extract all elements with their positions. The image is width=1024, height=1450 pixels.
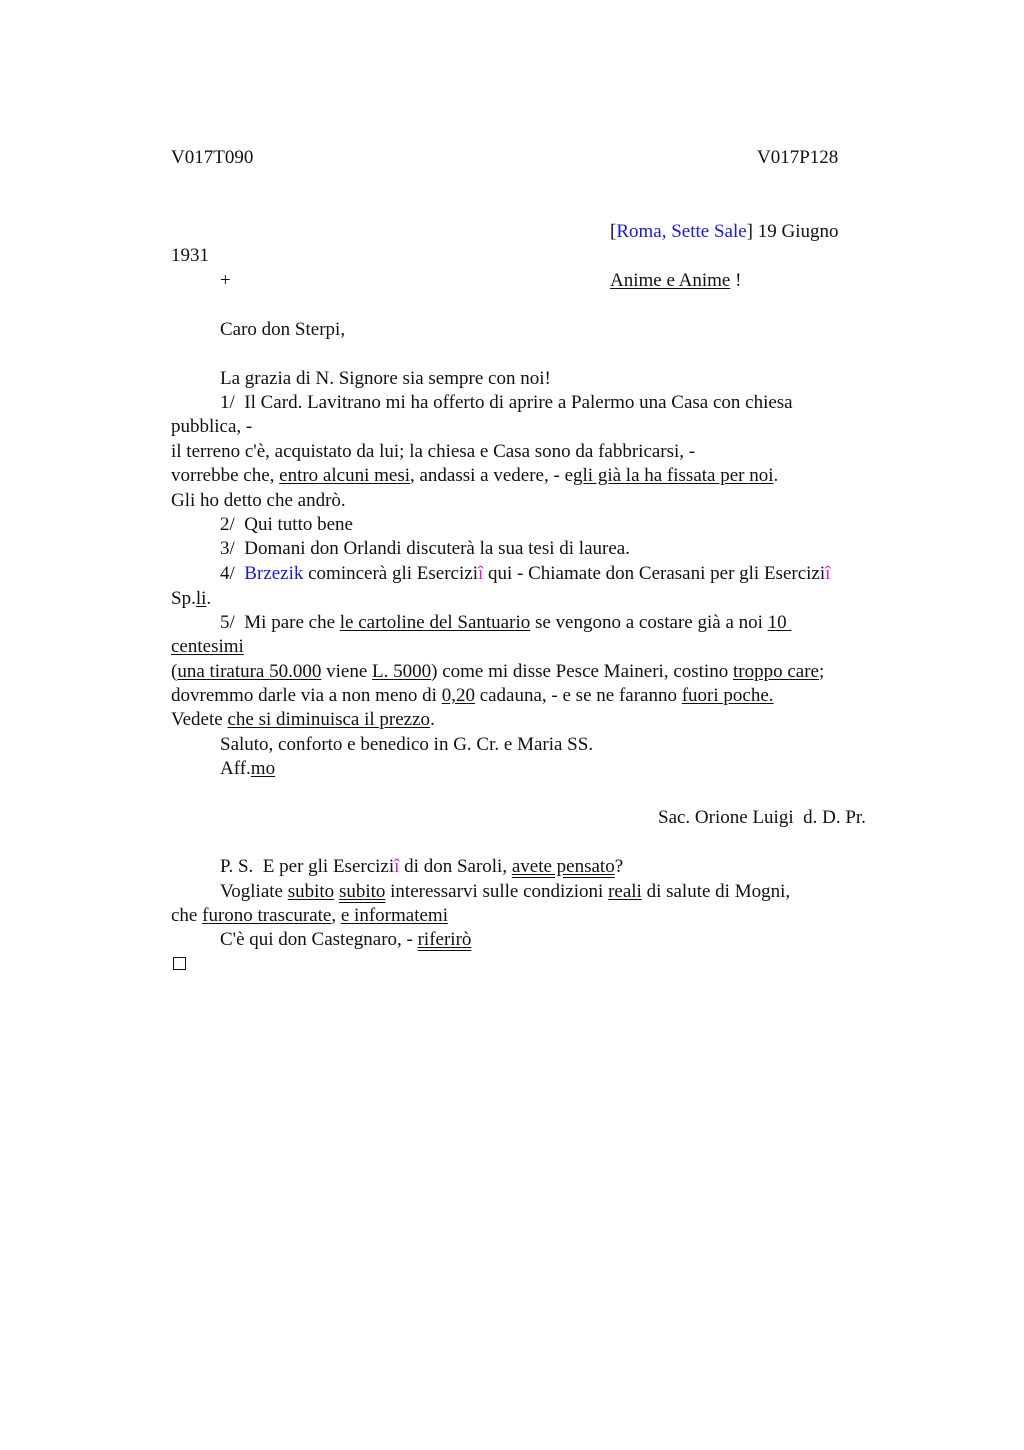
affectionate-close	[220, 757, 275, 781]
text-run: vorrebbe che,	[171, 465, 280, 486]
document-code-left: V017T090	[171, 147, 254, 168]
text-run: (	[171, 661, 178, 682]
underlined-text: mo	[250, 758, 276, 779]
underlined-text: subito	[287, 881, 335, 902]
text-run: .	[206, 588, 212, 609]
dateline	[610, 220, 839, 244]
text-run: che	[171, 905, 203, 926]
text-run: qui - Chiamate don Cerasani per gli Esercizi	[483, 563, 826, 584]
text-run: .	[773, 465, 779, 486]
date-year: 1931	[171, 245, 209, 266]
person-name: Brzezik	[244, 563, 304, 584]
underlined-text: troppo care	[732, 661, 819, 682]
underlined-text: 10	[767, 612, 792, 633]
greeting: La grazia di N. Signore sia sempre con noi!	[220, 368, 551, 389]
accent-mark: î	[477, 563, 484, 584]
double-underlined-text: subito	[338, 881, 386, 902]
accent-mark: î	[394, 856, 400, 877]
text-run: se vengono a costare già a noi	[530, 612, 768, 633]
text-run: cadauna, - e se ne faranno	[474, 685, 682, 706]
cross-mark: +	[220, 270, 231, 291]
text-run: Vedete	[171, 709, 228, 730]
underlined-text: li	[195, 588, 207, 609]
item5-line2	[171, 635, 244, 659]
text-run: interessarvi sulle condizioni	[385, 881, 609, 902]
underlined-text: centesimi	[171, 636, 244, 657]
text-run: dovremmo darle via a non meno di	[171, 685, 442, 706]
item3: 3/ Domani don Orlandi discuterà la sua tesi di laurea.	[220, 538, 630, 559]
place-name: Roma, Sette Sale	[616, 221, 747, 242]
text-run: C'è qui don Castegnaro, -	[220, 929, 418, 950]
item1-line5: Gli ho detto che andrò.	[171, 490, 346, 511]
motto-tail: !	[730, 270, 742, 291]
item4-line1	[220, 562, 830, 586]
text-run: di salute di Mogni,	[641, 881, 791, 902]
text-run: ,	[331, 905, 341, 926]
underlined-text: 0,20	[441, 685, 475, 706]
motto	[610, 269, 741, 293]
text-run: viene	[321, 661, 373, 682]
underlined-text: furono trascurate	[202, 905, 332, 926]
item1-line2: pubblica, -	[171, 416, 253, 437]
item1-line3: il terreno c'è, acquistato da lui; la chiesa e Casa sono da fabbricarsi, -	[171, 441, 696, 462]
salutation: Caro don Sterpi,	[220, 319, 346, 340]
text-run: di don Saroli,	[399, 856, 512, 877]
text-run: ) come mi disse Pesce Maineri, costino	[431, 661, 733, 682]
underlined-text: gli già la ha fissata per noi	[573, 465, 774, 486]
text-run: 5/ Mi pare che	[220, 612, 340, 633]
double-underlined-text: avete pensato	[511, 856, 615, 877]
motto-text: Anime e Anime	[610, 270, 731, 291]
underlined-text: fuori poche.	[681, 685, 774, 706]
text-run: Sp.	[171, 588, 196, 609]
underlined-text: una tiratura 50.000	[177, 661, 322, 682]
item5-line4	[171, 684, 774, 708]
item1-line4	[171, 464, 778, 488]
text-run: 4/	[220, 563, 245, 584]
text-run: comincerà gli Esercizi	[303, 563, 478, 584]
item4-line2	[171, 587, 211, 611]
text-run: Vogliate	[220, 881, 288, 902]
underlined-text: e informatemi	[340, 905, 448, 926]
text-run: .	[430, 709, 435, 730]
postscript-line3	[171, 904, 448, 928]
closing-blessing: Saluto, conforto e benedico in G. Cr. e Maria SS.	[220, 734, 594, 755]
text-run: ?	[614, 856, 624, 877]
text-run: P. S. E per gli Esercizi	[220, 856, 395, 877]
text-run: Aff.	[220, 758, 251, 779]
postscript-line4	[220, 928, 471, 952]
item1-line1: 1/ Il Card. Lavitrano mi ha offerto di aprire a Palermo una Casa con chiesa	[220, 392, 793, 413]
item2: 2/ Qui tutto bene	[220, 514, 353, 535]
item5-line5	[171, 708, 435, 732]
item5-line3	[171, 660, 824, 684]
underlined-text: entro alcuni mesi	[279, 465, 410, 486]
end-square-icon	[173, 957, 186, 970]
accent-mark: î	[825, 563, 831, 584]
date-text: ] 19 Giugno	[746, 221, 839, 242]
item5-line1	[220, 611, 791, 635]
text-run: , andassi a vedere, - e	[410, 465, 574, 486]
underlined-text: le cartoline del Santuario	[339, 612, 531, 633]
underlined-text: che si diminuisca il prezzo	[227, 709, 431, 730]
underlined-text: L. 5000	[372, 661, 432, 682]
underlined-text: reali	[608, 881, 642, 902]
text-run: ;	[818, 661, 825, 682]
postscript-line2	[220, 880, 790, 904]
postscript-line1	[220, 855, 623, 879]
bracket-open: [	[610, 221, 617, 242]
double-underlined-text: riferirò	[417, 929, 472, 950]
document-code-right: V017P128	[757, 147, 839, 168]
signature: Sac. Orione Luigi d. D. Pr.	[658, 807, 866, 828]
